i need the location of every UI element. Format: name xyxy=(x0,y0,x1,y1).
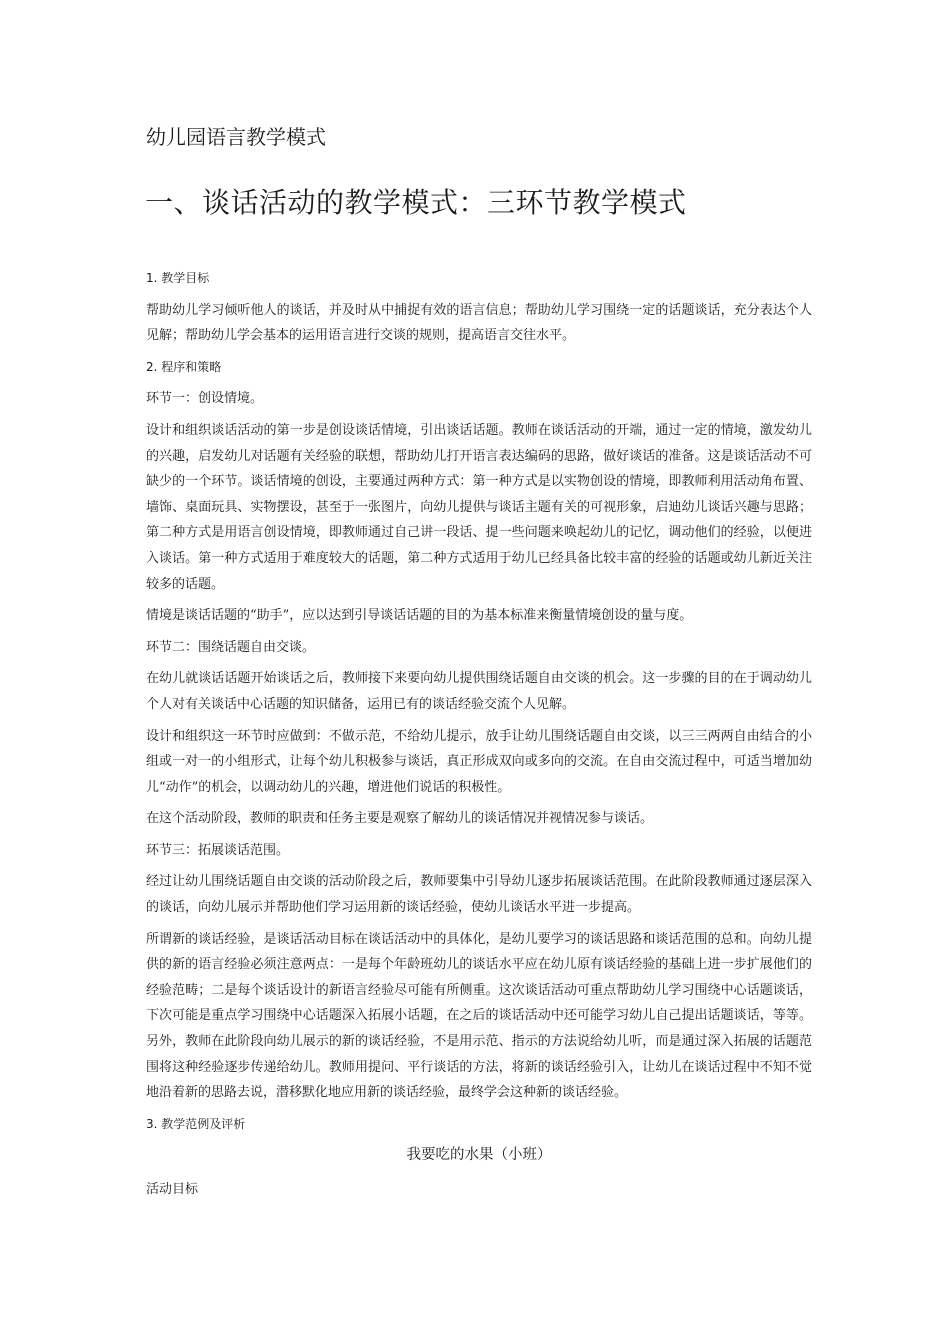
paragraph-free-talk: 在幼儿就谈话话题开始谈话之后，教师接下来要向幼儿提供围绕话题自由交谈的机会。这一步骤的目的在于调动幼儿个人对有关谈话中心话题的知识储备，运用已有的谈话经验交流个人见解。 xyxy=(146,671,812,712)
paragraph-teacher-role: 在这个活动阶段，教师的职责和任务主要是观察了解幼儿的谈话情况并视情况参与谈话。 xyxy=(146,811,654,827)
paragraph-new-experience: 所谓新的谈话经验，是谈话活动目标在谈话活动中的具体化，是幼儿要学习的谈话思路和谈话范围的总和。向幼儿提供的新的语言经验必须注意两点：一是每个年龄班幼儿的谈话水平应在幼儿原有谈话经验的基础上进一步扩展他们的经验范畴；二是每个谈话设计的新语言经验尽可能有所侧重。这次谈话活动可重点帮助幼儿学习围绕中心话题谈话，下次可能是重点学习围绕中心话题深入拓展小话题，在之后的谈话活动中还可能学习幼儿自己提出话题谈话，等等。另外，教师在此阶段向幼儿展示的新的谈话经验，不是用示范、指示的方法说给幼儿听，而是通过深入拓展的话题范围将这种经验逐步传递给幼儿。教师用提问、平行谈话的方法，将新的谈话经验引入，让幼儿在谈话过程中不知不觉地沿着新的思路去说，潜移默化地应用新的谈话经验，最终学会这种新的谈话经验。 xyxy=(146,931,812,1101)
step-three-label: 环节三：拓展谈话范围。 xyxy=(146,842,290,858)
step-one-label: 环节一：创设情境。 xyxy=(146,391,264,407)
document-title: 幼儿园语言教学模式 xyxy=(146,125,326,149)
paragraph-create-context: 设计和组织谈话活动的第一步是创设谈话情境，引出谈话话题。教师在谈话活动的开端，通过一定的情境，激发幼儿的兴趣，启发幼儿对话题有关经验的联想，帮助幼儿打开语言表达编码的思路，做好谈话的准备。这是谈话活动不可缺少的一个环节。谈话情境的创设，主要通过两种方式：第一种方式是以实物创设的情境，即教师利用活动角布置、墙饰、桌面玩具、实物摆设，甚至于一张图片，向幼儿提供与谈话主题有关的可视形象，启迪幼儿谈话兴趣与思路；第二种方式是用语言创设情境，即教师通过自己讲一段话、提一些问题来唤起幼儿的记忆，调动他们的经验，以便进入谈话。第一种方式适用于难度较大的话题，第二种方式适用于幼儿已经具备比较丰富的经验的话题或幼儿新近关注较多的话题。 xyxy=(146,422,812,592)
document-body xyxy=(146,266,812,1209)
paragraph-expand-scope: 经过让幼儿围绕话题自由交谈的活动阶段之后，教师要集中引导幼儿逐步拓展谈话范围。在此阶段教师通过逐层深入的谈话，向幼儿展示并帮助他们学习运用新的谈话经验，使幼儿谈话水平进一步提高。 xyxy=(146,874,812,916)
heading-example: 3. 教学范例及评析 xyxy=(146,1116,246,1131)
section-title: 一、谈话活动的教学模式：三环节教学模式 xyxy=(145,186,687,219)
paragraph-free-talk-design: 设计和组织这一环节时应做到：不做示范，不给幼儿提示，放手让幼儿围绕话题自由交谈，以三三两两自由结合的小组或一对一的小组形式，让每个幼儿积极参与谈话，真正形成双向或多向的交流。在自由交流过程中，可适当增加幼儿“动作”的机会，以调动幼儿的兴趣，增进他们说话的积极性。 xyxy=(146,728,812,795)
heading-teaching-goals: 1. 教学目标 xyxy=(146,271,210,285)
heading-activity-goals: 活动目标 xyxy=(146,1182,199,1197)
example-title: 我要吃的水果（小班） xyxy=(406,1147,552,1164)
paragraph-context-helper: 情境是谈话话题的“助手”，应以达到引导谈话话题的目的为基本标准来衡量情境创设的量与度。 xyxy=(146,608,693,624)
heading-procedure: 2. 程序和策略 xyxy=(146,359,222,374)
step-two-label: 环节二：围绕话题自由交谈。 xyxy=(146,639,316,655)
paragraph-goals: 帮助幼儿学习倾听他人的谈话，并及时从中捕捉有效的语言信息；帮助幼儿学习围绕一定的话题谈话，充分表达个人见解；帮助幼儿学会基本的运用语言进行交谈的规则，提高语言交往水平。 xyxy=(146,302,812,344)
